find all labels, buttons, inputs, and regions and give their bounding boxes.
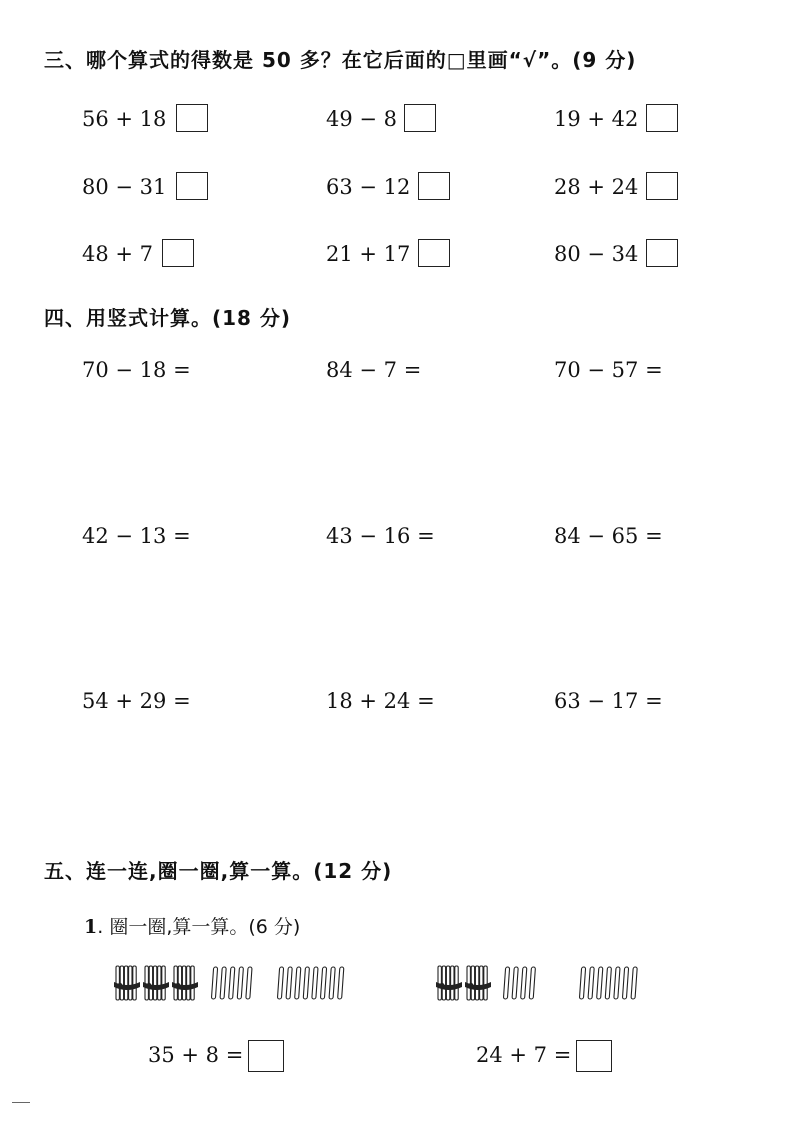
expression: 80 − 31 bbox=[82, 175, 167, 199]
vertical-calc-problem: 63 − 17 = bbox=[554, 689, 663, 713]
vertical-calc-problem: 84 − 7 = bbox=[326, 358, 422, 382]
loose-sticks bbox=[579, 967, 637, 999]
equation-right: 24 + 7 = bbox=[476, 1043, 572, 1067]
expression: 28 + 24 bbox=[554, 175, 639, 199]
expression: 49 − 8 bbox=[326, 107, 398, 131]
expression: 80 − 34 bbox=[554, 242, 639, 266]
subsection-number: 1 bbox=[84, 916, 98, 938]
check-box[interactable] bbox=[418, 239, 450, 267]
check-box[interactable] bbox=[646, 239, 678, 267]
subsection-text: . 圈一圈,算一算。(6 分) bbox=[97, 916, 301, 938]
expression: 48 + 7 bbox=[82, 242, 154, 266]
vertical-calc-problem: 84 − 65 = bbox=[554, 524, 663, 548]
expression: 56 + 18 bbox=[82, 107, 167, 131]
stick-bundles-right bbox=[434, 962, 654, 1006]
vertical-calc-problem: 70 − 57 = bbox=[554, 358, 663, 382]
section-4-title: 四、用竖式计算。(18 分) bbox=[44, 306, 292, 330]
stick-bundle bbox=[114, 966, 140, 1000]
vertical-calc-problem: 43 − 16 = bbox=[326, 524, 435, 548]
expression: 19 + 42 bbox=[554, 107, 639, 131]
vertical-calc-problem: 42 − 13 = bbox=[82, 524, 191, 548]
answer-box-left[interactable] bbox=[248, 1040, 284, 1072]
loose-sticks bbox=[277, 967, 343, 999]
stick-bundle bbox=[436, 966, 462, 1000]
vertical-calc-problem: 70 − 18 = bbox=[82, 358, 191, 382]
vertical-calc-problem: 18 + 24 = bbox=[326, 689, 435, 713]
check-box[interactable] bbox=[176, 172, 208, 200]
stick-bundles-left bbox=[112, 962, 362, 1006]
loose-sticks bbox=[503, 967, 535, 999]
check-box[interactable] bbox=[646, 172, 678, 200]
stick-bundle bbox=[465, 966, 491, 1000]
answer-box-right[interactable] bbox=[576, 1040, 612, 1072]
loose-sticks bbox=[211, 967, 252, 999]
check-box[interactable] bbox=[176, 104, 208, 132]
equation-left: 35 + 8 = bbox=[148, 1043, 244, 1067]
page-edge-mark bbox=[12, 1102, 30, 1103]
counting-sticks-illustration bbox=[112, 962, 362, 1006]
section-3-title: 三、哪个算式的得数是 50 多？在它后面的□里画“√”。(9 分) bbox=[44, 48, 637, 72]
vertical-calc-problem: 54 + 29 = bbox=[82, 689, 191, 713]
stick-bundle bbox=[172, 966, 198, 1000]
check-box[interactable] bbox=[418, 172, 450, 200]
expression: 63 − 12 bbox=[326, 175, 411, 199]
check-box[interactable] bbox=[646, 104, 678, 132]
subsection-1-title bbox=[84, 912, 300, 939]
stick-bundle bbox=[143, 966, 169, 1000]
check-box[interactable] bbox=[404, 104, 436, 132]
section-5-title: 五、连一连,圈一圈,算一算。(12 分) bbox=[44, 859, 393, 883]
counting-sticks-illustration bbox=[434, 962, 654, 1006]
check-box[interactable] bbox=[162, 239, 194, 267]
expression: 21 + 17 bbox=[326, 242, 411, 266]
